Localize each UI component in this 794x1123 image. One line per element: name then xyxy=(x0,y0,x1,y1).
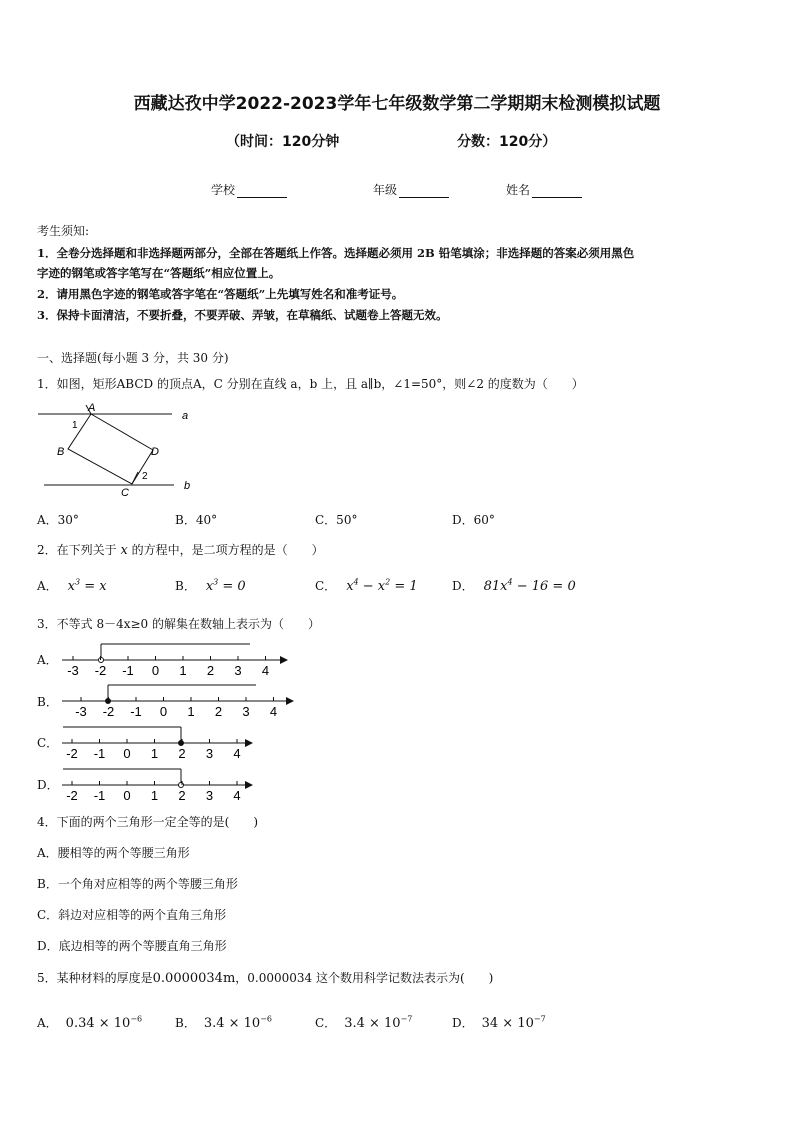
q5-option-b[interactable] xyxy=(175,1014,272,1031)
tick-label: -1 xyxy=(122,663,134,678)
label-B: B xyxy=(57,446,65,458)
label-angle-1: 1 xyxy=(72,420,78,431)
q3-option-c-label[interactable]: C． xyxy=(37,736,59,750)
q2-a-rest: = x xyxy=(80,579,107,594)
tick-label: 4 xyxy=(233,788,241,803)
q5-stem-math: 0.0000034m xyxy=(152,971,236,986)
notice-item-3: 3．保持卡面清洁，不要折叠，不要弄破、弄皱，在草稿纸、试题卷上答题无效。 xyxy=(37,308,448,322)
q2-a-letter: A． xyxy=(37,579,58,593)
q2-b-base: x xyxy=(205,579,214,594)
q2-c-letter: C． xyxy=(315,579,337,593)
label-a: a xyxy=(182,410,189,422)
q5-b-exp: −6 xyxy=(260,1014,272,1024)
q3-numberline-d[interactable] xyxy=(60,765,260,807)
q2-c-exp: 4 xyxy=(353,577,359,587)
tick-label: 3 xyxy=(234,663,242,678)
tick-label: 3 xyxy=(205,746,214,761)
q5-d-exp: −7 xyxy=(533,1014,546,1024)
q2-stem-post: 的方程中，是二项方程的是（ ） xyxy=(127,543,324,557)
grade-label: 年级 xyxy=(373,183,398,197)
school-label: 学校 xyxy=(211,183,236,197)
q5-c-letter: C． xyxy=(315,1016,337,1030)
rectangle-abcd xyxy=(68,414,153,484)
q2-option-b[interactable] xyxy=(175,577,246,594)
q4-option-b[interactable]: B．一个角对应相等的两个等腰三角形 xyxy=(37,877,238,891)
tick-label: -1 xyxy=(130,704,142,719)
q5-c-exp: −7 xyxy=(400,1014,413,1024)
tick-label: -1 xyxy=(93,746,106,761)
tick-label: 4 xyxy=(233,746,241,761)
tick-label: 4 xyxy=(261,663,270,678)
name-label: 姓名 xyxy=(506,183,531,197)
q2-d-letter: D． xyxy=(452,579,474,593)
label-b: b xyxy=(184,480,191,492)
q2-stem-pre: 2．在下列关于 xyxy=(37,543,121,557)
q3-option-a-label[interactable]: A． xyxy=(37,653,58,667)
q2-option-d[interactable] xyxy=(452,577,576,594)
q5-option-a[interactable] xyxy=(37,1014,142,1031)
q2-b-rest: = 0 xyxy=(218,579,246,594)
tick-label: -2 xyxy=(94,663,107,678)
q1-option-c[interactable]: C．50° xyxy=(315,513,358,527)
q5-stem-post: ，0.0000034 这个数用科学记数法表示为( ) xyxy=(235,971,494,985)
tick-label: 2 xyxy=(214,704,223,719)
name-field[interactable] xyxy=(506,181,582,198)
tick-label: 3 xyxy=(242,704,250,719)
tick-label: 2 xyxy=(178,788,186,803)
q3-numberline-a[interactable] xyxy=(60,640,290,682)
q5-stem-pre: 5．某种材料的厚度是 xyxy=(37,971,153,985)
exam-time: （时间：120分钟 xyxy=(226,134,340,150)
tick-label: -2 xyxy=(66,788,78,803)
closed-point xyxy=(179,741,184,746)
q3-numberline-b[interactable] xyxy=(60,682,295,724)
label-angle-2: 2 xyxy=(142,471,148,482)
q5-d-letter: D． xyxy=(452,1016,474,1030)
q1-stem: 1．如图，矩形ABCD 的顶点A，C 分别在直线 a，b 上，且 a∥b，∠1=50°，则∠2 的度数为（ ） xyxy=(37,377,584,391)
tick-label: 1 xyxy=(187,704,195,719)
page-title: 西藏达孜中学2022-2023学年七年级数学第二学期期末检测模拟试题 xyxy=(133,94,661,114)
q1-figure xyxy=(34,400,204,500)
q4-stem: 4．下面的两个三角形一定全等的是( ) xyxy=(37,815,258,829)
tick-label: -1 xyxy=(93,788,106,803)
tick-label: 1 xyxy=(179,663,187,678)
q2-d-rest: − 16 = 0 xyxy=(512,579,576,594)
label-C: C xyxy=(121,487,129,499)
tick-label: 0 xyxy=(151,663,160,678)
notice-item-1: 1．全卷分选择题和非选择题两部分，全部在答题纸上作答。选择题必须用 2B 铅笔填涂；非选择题的答案必须用黑色 xyxy=(37,246,635,260)
q4-option-a[interactable]: A．腰相等的两个等腰三角形 xyxy=(37,846,190,860)
q5-option-c[interactable] xyxy=(315,1014,412,1031)
tick-label: 2 xyxy=(178,746,186,761)
q4-option-c[interactable]: C．斜边对应相等的两个直角三角形 xyxy=(37,908,227,922)
school-blank[interactable] xyxy=(237,185,287,198)
q1-option-d[interactable]: D．60° xyxy=(452,513,495,527)
q2-option-c[interactable] xyxy=(315,577,418,594)
notice-heading: 考生须知: xyxy=(37,224,90,238)
q5-d-value: 34 × 10 xyxy=(481,1016,534,1031)
q2-d-base: 81x xyxy=(483,579,508,594)
q2-option-a[interactable] xyxy=(37,577,107,594)
tick-label: -3 xyxy=(75,704,87,719)
q1-option-a[interactable]: A．30° xyxy=(37,513,79,527)
q2-b-letter: B． xyxy=(175,579,196,593)
q2-stem xyxy=(37,541,324,558)
q5-a-exp: −6 xyxy=(130,1014,143,1024)
tick-label: 1 xyxy=(150,788,159,803)
exam-score: 分数：120分） xyxy=(457,134,557,150)
q4-option-d[interactable]: D．底边相等的两个等腰直角三角形 xyxy=(37,939,227,953)
q5-b-value: 3.4 × 10 xyxy=(203,1016,261,1031)
q3-option-d-label[interactable]: D． xyxy=(37,778,59,792)
school-field[interactable] xyxy=(211,181,287,198)
tick-label: 4 xyxy=(269,704,278,719)
tick-label: -3 xyxy=(67,663,79,678)
q2-c-exp2: 2 xyxy=(385,577,391,587)
q5-b-letter: B． xyxy=(175,1016,196,1030)
tick-label: 0 xyxy=(159,704,168,719)
q2-c-base: x xyxy=(346,579,354,594)
q5-c-value: 3.4 × 10 xyxy=(344,1016,401,1031)
q2-a-base: x xyxy=(67,579,76,594)
tick-label: 1 xyxy=(150,746,159,761)
grade-field[interactable] xyxy=(373,181,449,198)
label-D: D xyxy=(151,446,159,458)
name-blank[interactable] xyxy=(532,185,582,198)
grade-blank[interactable] xyxy=(399,185,449,198)
q2-b-exp: 3 xyxy=(213,577,219,587)
tick-label: -2 xyxy=(102,704,115,719)
q1-option-b[interactable]: B．40° xyxy=(175,513,218,527)
q3-option-b-label[interactable]: B． xyxy=(37,695,58,709)
q5-stem xyxy=(37,969,493,986)
q2-c-rest: − x xyxy=(358,579,386,594)
q2-stem-var: x xyxy=(120,543,128,558)
section-heading: 一、选择题(每小题 3 分，共 30 分) xyxy=(37,351,229,365)
notice-item-2: 2．请用黑色字迹的钢笔或答字笔在“答题纸”上先填写姓名和准考证号。 xyxy=(37,287,404,301)
notice-item-1-cont: 字迹的钢笔或答字笔写在“答题纸”相应位置上。 xyxy=(37,266,281,280)
tick-label: -2 xyxy=(66,746,78,761)
tick-label: 0 xyxy=(123,788,131,803)
q5-option-d[interactable] xyxy=(452,1014,546,1031)
open-point xyxy=(179,783,184,788)
tick-label: 3 xyxy=(205,788,214,803)
tick-label: 0 xyxy=(123,746,131,761)
q5-a-value: 0.34 × 10 xyxy=(65,1016,131,1031)
label-A: A xyxy=(88,402,96,414)
q5-a-letter: A． xyxy=(37,1016,58,1030)
q3-numberline-c[interactable] xyxy=(60,723,260,765)
q2-a-exp: 3 xyxy=(75,577,81,587)
q3-stem: 3．不等式 8－4x≥0 的解集在数轴上表示为（ ） xyxy=(37,617,320,631)
tick-label: 2 xyxy=(206,663,215,678)
q2-d-exp: 4 xyxy=(507,577,513,587)
q2-c-rest2: = 1 xyxy=(390,579,418,594)
